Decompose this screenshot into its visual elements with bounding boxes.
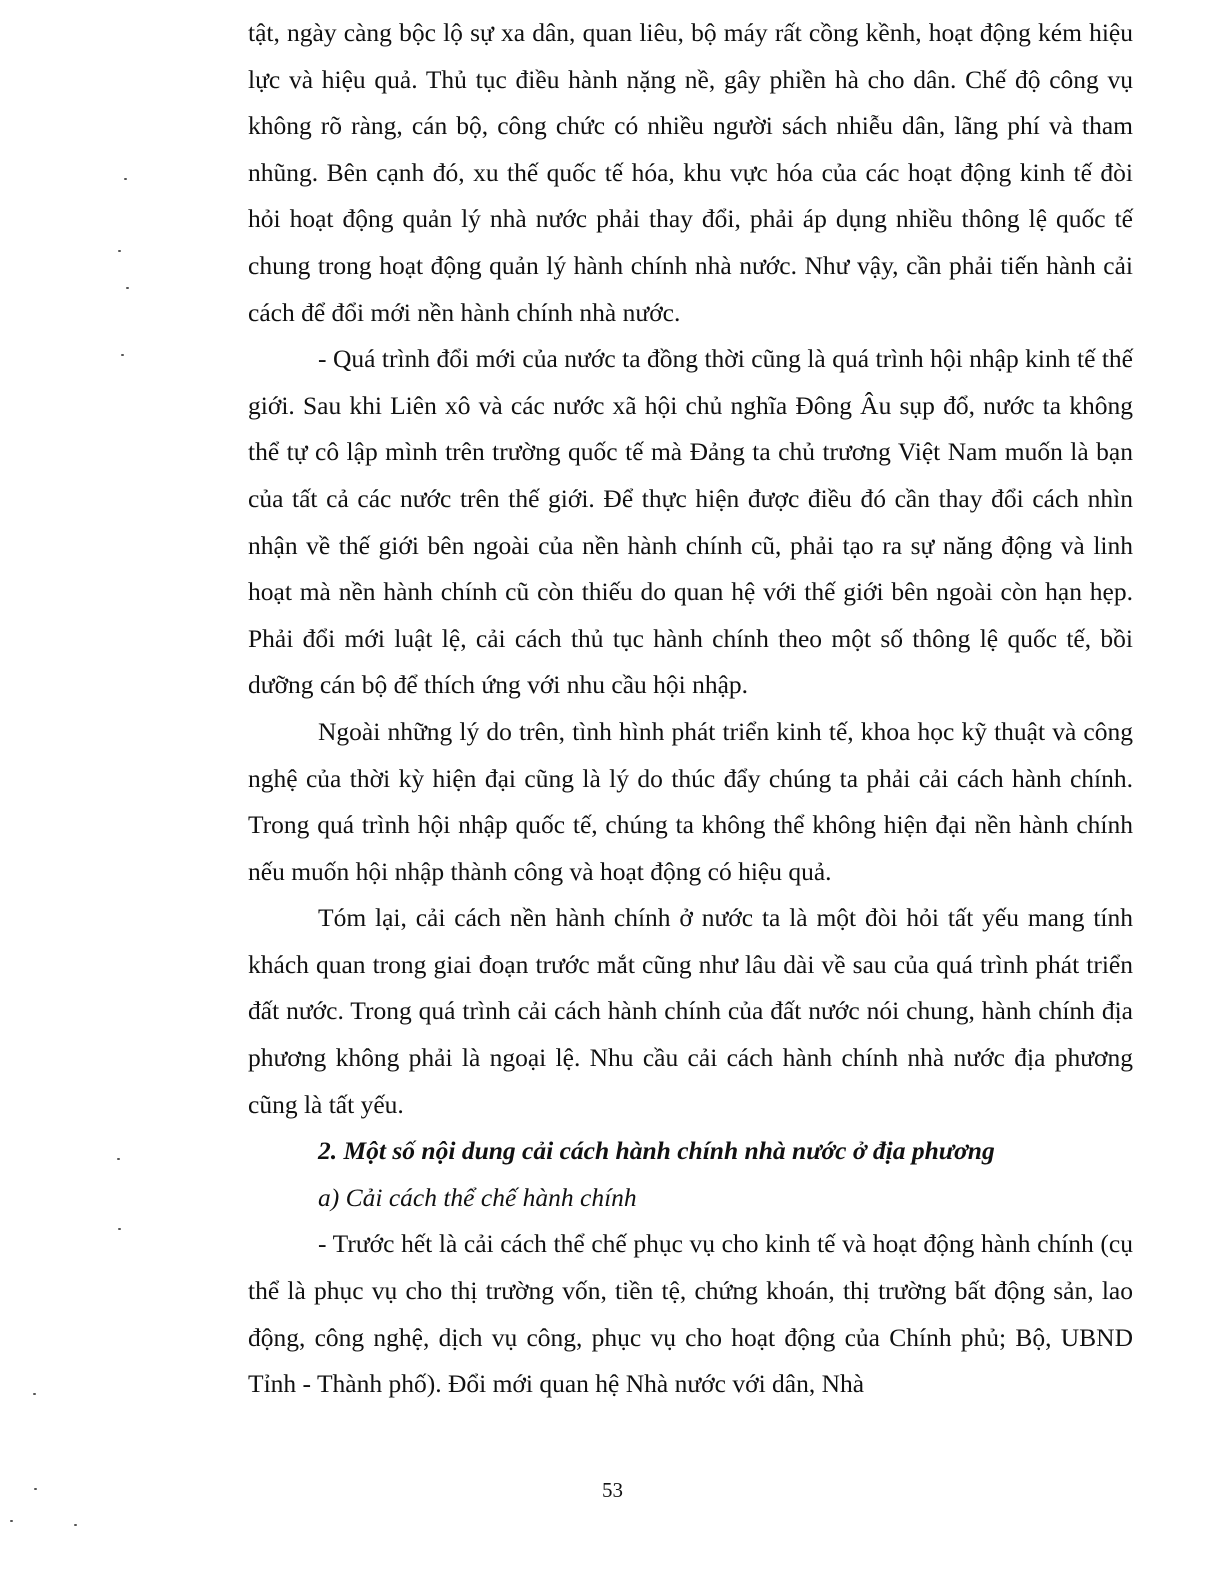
paragraph-other-reasons: Ngoài những lý do trên, tình hình phát triển kinh tế, khoa học kỹ thuật và công nghệ của thời kỳ hiện đại cũng là lý do thúc đẩy chúng ta phải cải cách hành chính. Trong quá trình hội nhập quốc tế, chúng ta không thể không hiện đại nền hành chính nếu muốn hội nhập thành công và hoạt động có hiệu quả.: [248, 716, 1133, 886]
paragraph-institutional-reform: - Trước hết là cải cách thể chế phục vụ cho kinh tế và hoạt động hành chính (cụ thể là phục vụ cho thị trường vốn, tiền tệ, chứng khoán, thị trường bất động sản, lao động, công nghệ, dịch vụ công, phục vụ cho hoạt động của Chính phủ; Bộ, UBND Tỉnh - Thành phố). Đổi mới quan hệ Nhà nước với dân, Nhà: [248, 1229, 1133, 1399]
section-heading: 2. Một số nội dung cải cách hành chính nhà nước ở địa phương: [318, 1136, 995, 1166]
scan-speck: [118, 1228, 121, 1230]
subsection-heading: a) Cải cách thể chế hành chính: [318, 1182, 637, 1212]
scan-speck: [10, 1520, 13, 1522]
scan-speck: [117, 1158, 120, 1160]
scan-speck: [74, 1524, 77, 1526]
page-number: 53: [602, 1478, 623, 1502]
scan-speck: [33, 1393, 36, 1395]
scan-speck: [126, 287, 129, 289]
scan-speck: [34, 1488, 37, 1490]
paragraph-continuation: tật, ngày càng bộc lộ sự xa dân, quan liêu, bộ máy rất cồng kềnh, hoạt động kém hiệu lực và hiệu quả. Thủ tục điều hành nặng nề, gây phiền hà cho dân. Chế độ công vụ không rõ ràng, cán bộ, công chức có nhiều người sách nhiễu dân, lãng phí và tham nhũng. Bên cạnh đó, xu thế quốc tế hóa, khu vực hóa của các hoạt động kinh tế đòi hỏi hoạt động quản lý nhà nước phải thay đổi, phải áp dụng nhiều thông lệ quốc tế chung trong hoạt động quản lý hành chính nhà nước. Như vậy, cần phải tiến hành cải cách để đổi mới nền hành chính nhà nước.: [248, 18, 1133, 327]
scan-speck: [118, 250, 121, 252]
scan-speck: [124, 178, 127, 180]
page-body: [248, 10, 1133, 1408]
scan-speck: [121, 354, 124, 356]
paragraph-integration: - Quá trình đổi mới của nước ta đồng thời cũng là quá trình hội nhập kinh tế thế giới. Sau khi Liên xô và các nước xã hội chủ nghĩa Đông Âu sụp đổ, nước ta không thể tự cô lập mình trên trường quốc tế mà Đảng ta chủ trương Việt Nam muốn là bạn của tất cả các nước trên thế giới. Để thực hiện được điều đó cần thay đổi cách nhìn nhận về thế giới bên ngoài của nền hành chính cũ, phải tạo ra sự năng động và linh hoạt mà nền hành chính cũ còn thiếu do quan hệ với thế giới bên ngoài còn hạn hẹp. Phải đổi mới luật lệ, cải cách thủ tục hành chính theo một số thông lệ quốc tế, bồi dưỡng cán bộ để thích ứng với nhu cầu hội nhập.: [248, 344, 1133, 700]
paragraph-summary: Tóm lại, cải cách nền hành chính ở nước ta là một đòi hỏi tất yếu mang tính khách quan trong giai đoạn trước mắt cũng như lâu dài về sau của quá trình phát triển đất nước. Trong quá trình cải cách hành chính của đất nước nói chung, hành chính địa phương không phải là ngoại lệ. Nhu cầu cải cách hành chính nhà nước địa phương cũng là tất yếu.: [248, 903, 1133, 1119]
